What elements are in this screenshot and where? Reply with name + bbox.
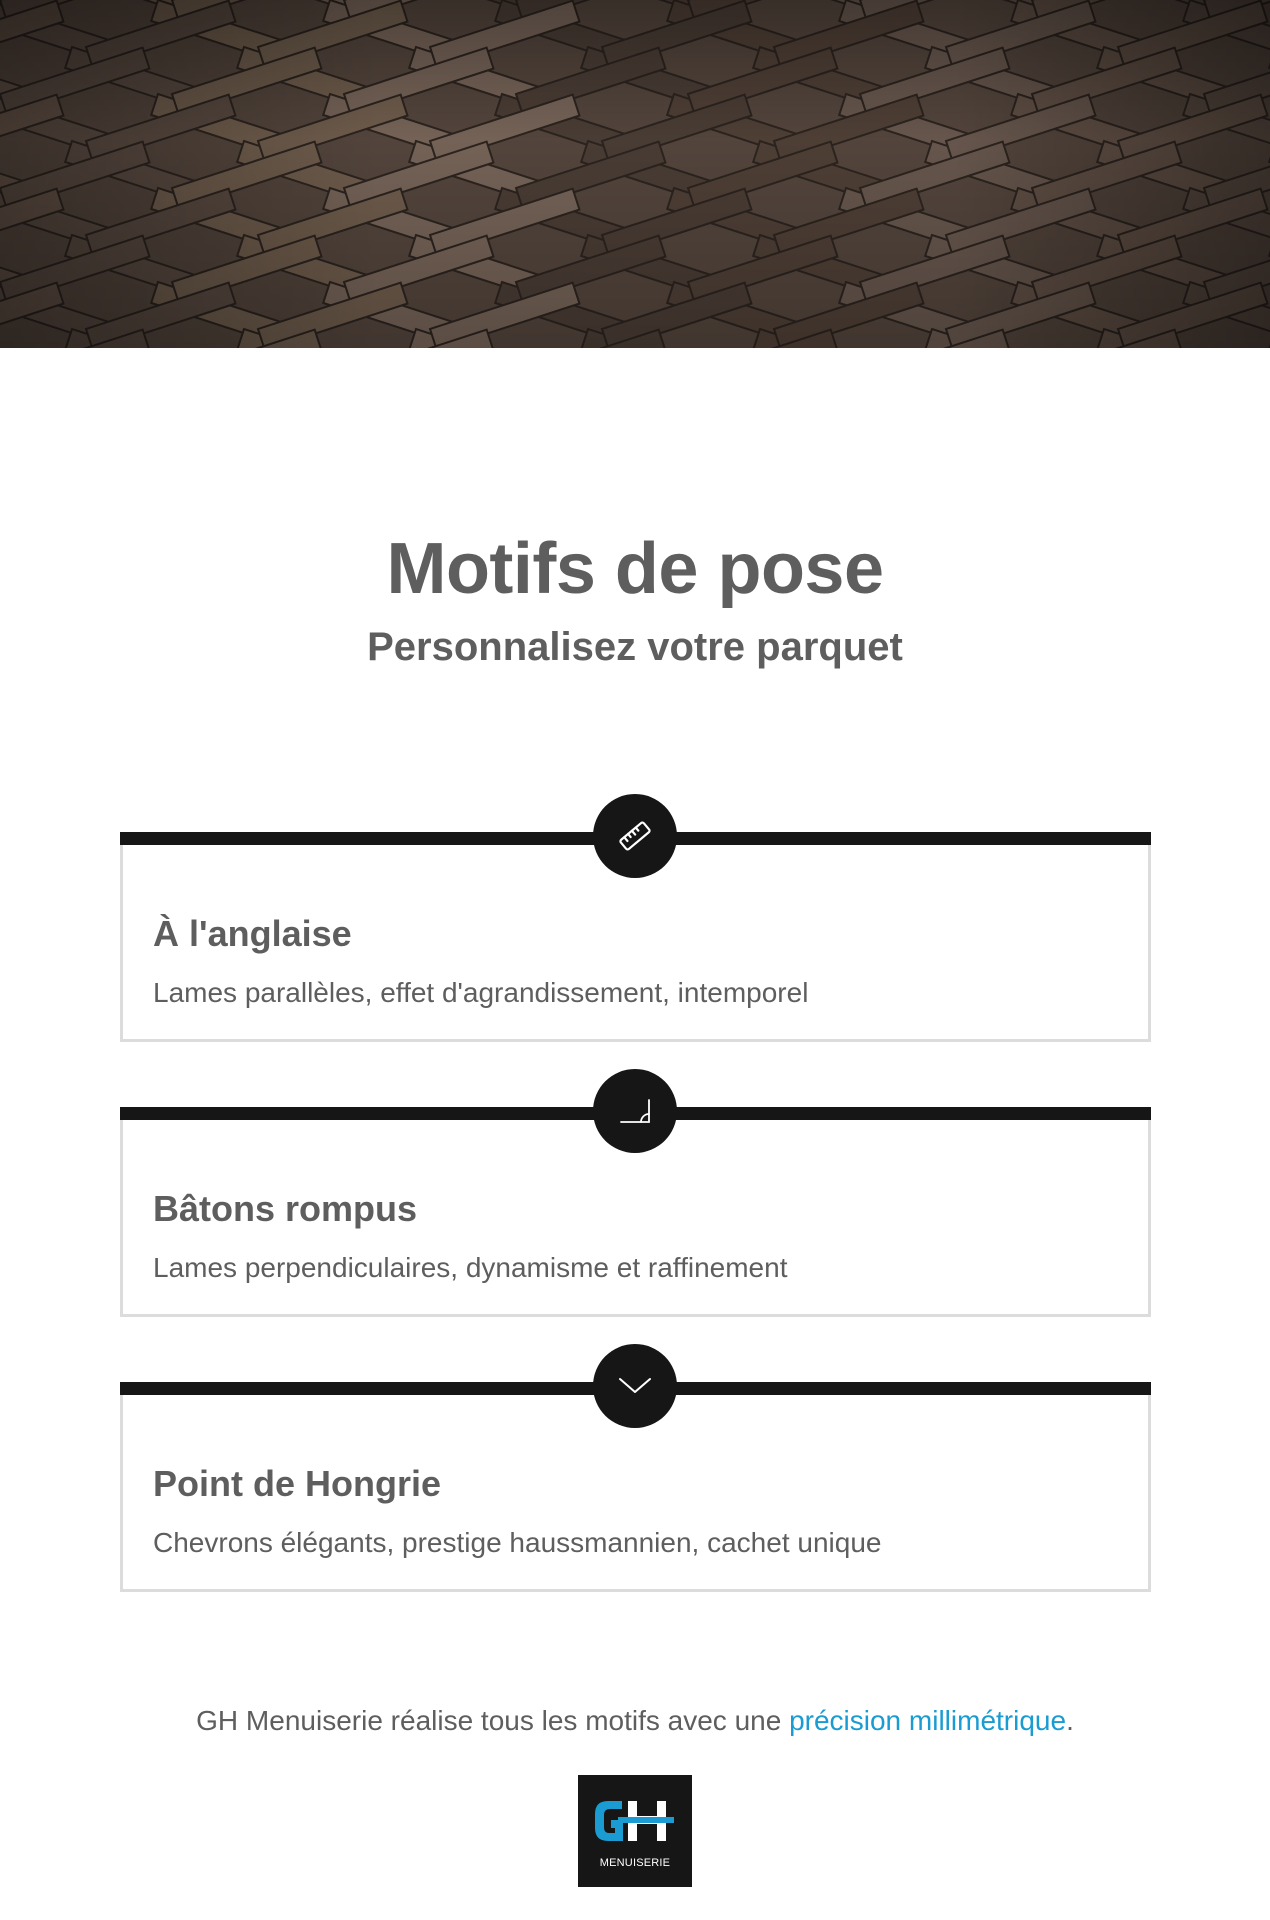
ruler-icon <box>593 794 677 878</box>
corner-angle-icon <box>593 1069 677 1153</box>
hero-image <box>0 0 1270 348</box>
card-title: Point de Hongrie <box>153 1463 441 1504</box>
card-title: À l'anglaise <box>153 913 352 954</box>
chevron-down-icon <box>593 1344 677 1428</box>
pattern-card-anglaise <box>120 832 1151 1042</box>
page-subtitle: Personnalisez votre parquet <box>367 625 903 669</box>
page-title: Motifs de pose <box>386 529 884 609</box>
card-title: Bâtons rompus <box>153 1188 418 1229</box>
parquet-floor-illustration <box>0 0 1270 348</box>
logo-caption: MENUISERIE <box>599 1857 671 1869</box>
card-description: Chevrons élégants, prestige haussmannien, cachet unique <box>153 1527 882 1558</box>
footer-note-prefix: GH Menuiserie réalise tous les motifs avec une <box>196 1705 790 1736</box>
precision-highlight: précision millimétrique <box>789 1705 1067 1736</box>
logo-mark <box>578 1775 692 1887</box>
pattern-card-point-de-hongrie <box>120 1382 1151 1592</box>
card-description: Lames parallèles, effet d'agrandissement, intemporel <box>153 977 809 1008</box>
pattern-card-batons-rompus <box>120 1107 1151 1317</box>
footer-note <box>0 1702 1270 1740</box>
footer-note-suffix: . <box>1066 1705 1074 1736</box>
gh-menuiserie-logo <box>578 1775 692 1887</box>
card-description: Lames perpendiculaires, dynamisme et raffinement <box>153 1252 788 1283</box>
